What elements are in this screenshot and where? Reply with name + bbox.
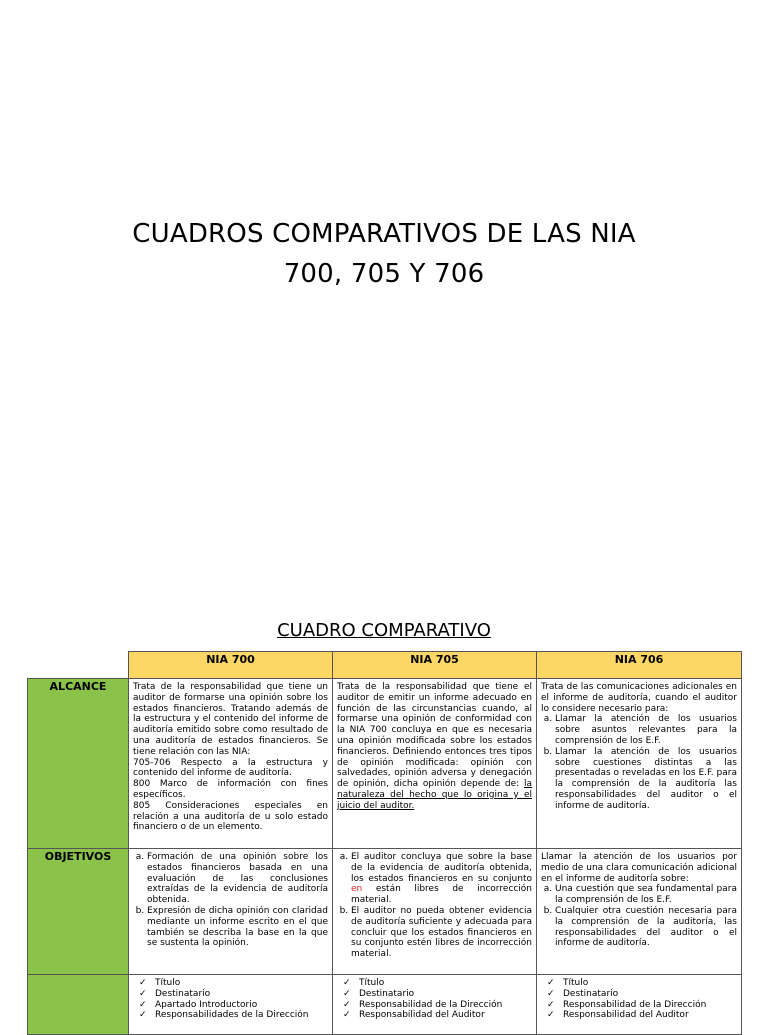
table-row-objetivos — [28, 849, 742, 975]
checklist-item: ✓ Destinatario — [547, 989, 737, 1000]
cell-contenido-nia-705 — [333, 975, 537, 1035]
list-item: a. Formación de una opinión sobre los estados financieros basada en una evaluación de las conclusiones extraídas de la evidencia de auditoría obtenida. — [147, 852, 328, 906]
list-item: a. Una cuestión que sea fundamental para la comprensión de los E.F. — [555, 884, 737, 906]
row-label-objetivos: OBJETIVOS — [28, 849, 129, 975]
cell-alcance-nia-705 — [333, 679, 537, 849]
alcance-700-line: 705-706 Respecto a la estructura y contenido del informe de auditoría. — [133, 757, 328, 779]
list-item: b. Expresión de dicha opinión con claridad mediante un informe escrito en el que también se describa la base en la que se sustenta la opinión. — [147, 906, 328, 949]
checklist-item: ✓ Responsabilidad de la Dirección — [343, 1000, 532, 1011]
objetivos-705-a-red-word: en — [351, 884, 363, 895]
list-item: a. Llamar la atención de los usuarios sobre asuntos relevantes para la comprensión de los E.F. — [555, 714, 737, 746]
alcance-700-line: 805 Consideraciones especiales en relación a una auditoría de u solo estado financiero o de un elemento. — [133, 800, 328, 833]
alcance-706-intro: Trata de las comunicaciones adicionales en el informe de auditoría, cuando el auditor lo considere necesario para: — [541, 682, 737, 714]
contenido-700-list — [133, 978, 328, 1021]
header-nia-705: NIA 705 — [333, 652, 537, 679]
list-item — [351, 852, 532, 906]
comparison-table — [27, 651, 742, 1035]
objetivos-700-list — [133, 852, 328, 949]
table-row-alcance — [28, 679, 742, 849]
contenido-705-list — [337, 978, 532, 1021]
table-row-contenido — [28, 975, 742, 1035]
table-corner-cell — [28, 652, 129, 679]
alcance-700-paragraph: Trata de la responsabilidad que tiene un auditor de formarse una opinión sobre los estados financieros. Tratando además de la estructura y el contenido del informe de auditoría emitido sobre como resultado de una auditoría de estados financieros. Se tiene relación con las NIA: — [133, 682, 328, 757]
checklist-item: ✓ Responsabilidad del Auditor — [547, 1010, 737, 1021]
alcance-700-line: 800 Marco de información con fines específicos. — [133, 779, 328, 800]
objetivos-706-list — [541, 884, 737, 949]
document-title-line2: 700, 705 Y 706 — [283, 259, 485, 289]
checklist-item: ✓ Responsabilidad del Auditor — [343, 1010, 532, 1021]
checklist-item: ✓ Título — [547, 978, 737, 989]
objetivos-705-list — [337, 852, 532, 960]
row-label-alcance: ALCANCE — [28, 679, 129, 849]
row-label-contenido — [28, 975, 129, 1035]
header-nia-700: NIA 700 — [129, 652, 333, 679]
document-title-line1: CUADROS COMPARATIVOS DE LAS NIA — [132, 219, 636, 249]
checklist-item: ✓ Responsabilidad de la Dirección — [547, 1000, 737, 1011]
cell-objetivos-nia-705 — [333, 849, 537, 975]
cell-contenido-nia-706 — [537, 975, 742, 1035]
list-item: b. Llamar la atención de los usuarios sobre cuestiones distintas a las presentadas o reveladas en los E.F. para la comprensión de la auditoría las responsabilidades del auditor o el informe de auditoría. — [555, 747, 737, 812]
objetivos-706-intro: Llamar la atención de los usuarios por medio de una clara comunicación adicional en el informe de auditoría sobre: — [541, 852, 737, 884]
checklist-item: ✓ Título — [343, 978, 532, 989]
cell-alcance-nia-706 — [537, 679, 742, 849]
checklist-item: ✓ Responsabilidades de la Dirección — [139, 1010, 328, 1021]
checklist-item: ✓ Título — [139, 978, 328, 989]
header-nia-706: NIA 706 — [537, 652, 742, 679]
list-item: b. Cualquier otra cuestión necesaria para la comprensión de la auditoría, las responsabilidades del auditor o el informe de auditoría. — [555, 906, 737, 949]
checklist-item: ✓ Destinatario — [139, 989, 328, 1000]
list-item: b. El auditor no pueda obtener evidencia de auditoría suficiente y adecuada para concluir que los estados financieros en su conjunto estén libres de incorrección material. — [351, 906, 532, 960]
cell-objetivos-nia-700 — [129, 849, 333, 975]
objetivos-705-a-text: El auditor concluya que sobre la base de la evidencia de auditoría obtenida, los estados financieros en su conjunto — [351, 852, 532, 884]
alcance-705-text: Trata de la responsabilidad que tiene el auditor de emitir un informe adecuado en función de las circunstancias cuando, al formarse una opinión de conformidad con la NIA 700 concluya en que es necesaria una opinión modificada sobre los estados financieros. Definiendo entonces tres tipos de opinión modificada: opinión con salvedades, opinión adversa y denegación de opinión, dicha opinión depende de: — [337, 682, 532, 790]
document-title — [0, 214, 768, 294]
alcance-706-list — [541, 714, 737, 811]
cell-objetivos-nia-706 — [537, 849, 742, 975]
cell-alcance-nia-700 — [129, 679, 333, 849]
checklist-item: ✓ Destinatario — [343, 989, 532, 1000]
objetivos-705-a-text-end: están libres de incorrección material. — [351, 884, 532, 906]
table-title: CUADRO COMPARATIVO — [277, 620, 491, 641]
table-header-row — [28, 652, 742, 679]
alcance-705-underlined: la naturaleza del hecho que lo origina y el juicio del auditor. — [337, 779, 532, 811]
checklist-item: ✓ Apartado Introductorio — [139, 1000, 328, 1011]
contenido-706-list — [541, 978, 737, 1021]
cell-contenido-nia-700 — [129, 975, 333, 1035]
